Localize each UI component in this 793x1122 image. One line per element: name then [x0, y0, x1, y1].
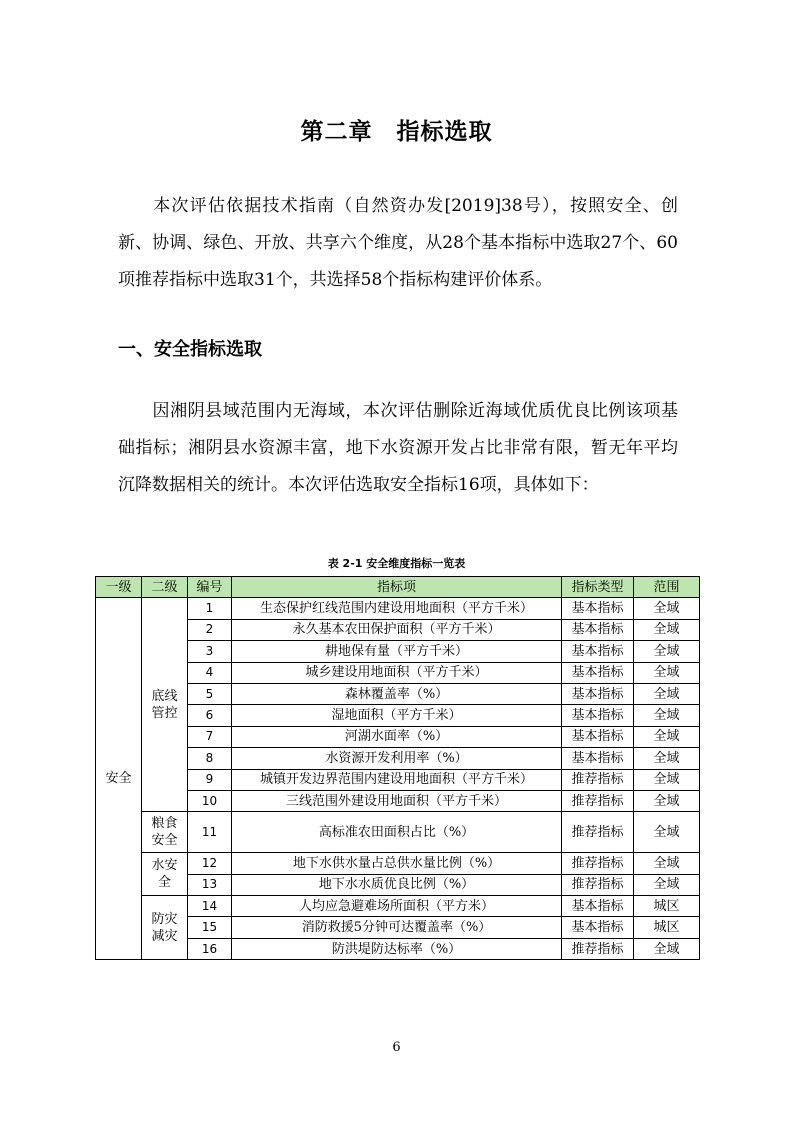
row-item: 人均应急避难场所面积（平方米）	[232, 896, 562, 917]
intro-text: 本次评估依据技术指南（自然资办发[2019]38号），按照安全、创新、协调、绿色、开放、共享六个维度，从28个基本指标中选取27个、60项推荐指标中选取31个，共选择58个指标构建评价体系。	[118, 196, 678, 290]
row-number: 7	[188, 726, 232, 747]
row-range: 全域	[634, 748, 700, 769]
row-item: 城镇开发边界范围内建设用地面积（平方千米）	[232, 769, 562, 790]
row-item: 三线范围外建设用地面积（平方千米）	[232, 790, 562, 811]
row-range: 城区	[634, 917, 700, 938]
row-range: 全域	[634, 938, 700, 959]
row-type: 基本指标	[562, 726, 634, 747]
row-item: 湿地面积（平方千米）	[232, 705, 562, 726]
row-item: 消防救援5分钟可达覆盖率（%）	[232, 917, 562, 938]
header-level1: 一级	[96, 577, 142, 598]
row-type: 推荐指标	[562, 938, 634, 959]
row-number: 4	[188, 662, 232, 683]
row-type: 基本指标	[562, 705, 634, 726]
row-range: 全域	[634, 769, 700, 790]
row-item: 地下水水质优良比例（%）	[232, 874, 562, 895]
row-range: 全域	[634, 812, 700, 853]
table-header-row	[96, 577, 700, 598]
table-row	[96, 598, 700, 619]
row-type: 基本指标	[562, 641, 634, 662]
row-number: 6	[188, 705, 232, 726]
row-range: 全域	[634, 726, 700, 747]
row-number: 14	[188, 896, 232, 917]
table-row	[96, 896, 700, 917]
indicator-table	[95, 576, 700, 960]
row-item: 城乡建设用地面积（平方千米）	[232, 662, 562, 683]
header-type: 指标类型	[562, 577, 634, 598]
group-cell: 底线管控	[142, 598, 188, 812]
row-number: 12	[188, 853, 232, 874]
table-caption: 表 2-1 安全维度指标一览表	[327, 557, 466, 570]
row-item: 永久基本农田保护面积（平方千米）	[232, 619, 562, 640]
row-range: 全域	[634, 619, 700, 640]
row-number: 2	[188, 619, 232, 640]
row-range: 全域	[634, 598, 700, 619]
row-item: 耕地保有量（平方千米）	[232, 641, 562, 662]
row-number: 3	[188, 641, 232, 662]
group-cell: 粮食安全	[142, 812, 188, 853]
row-number: 13	[188, 874, 232, 895]
group-cell: 水安全	[142, 853, 188, 896]
section-title: 一、安全指标选取	[118, 339, 262, 360]
row-range: 全域	[634, 853, 700, 874]
row-range: 全域	[634, 874, 700, 895]
row-type: 推荐指标	[562, 853, 634, 874]
row-number: 8	[188, 748, 232, 769]
row-item: 防洪堤防达标率（%）	[232, 938, 562, 959]
row-item: 河湖水面率（%）	[232, 726, 562, 747]
row-type: 推荐指标	[562, 769, 634, 790]
chapter-title: 第二章 指标选取	[300, 119, 493, 146]
row-range: 城区	[634, 896, 700, 917]
row-type: 推荐指标	[562, 812, 634, 853]
section-paragraph-text: 因湘阴县域范围内无海域，本次评估删除近海域优质优良比例该项基础指标；湘阴县水资源丰富，地下水资源开发占比非常有限，暂无年平均沉降数据相关的统计。本次评估选取安全指标16项，具体如下：	[118, 401, 678, 495]
row-range: 全域	[634, 683, 700, 704]
header-item: 指标项	[232, 577, 562, 598]
row-number: 16	[188, 938, 232, 959]
level1-cell: 安全	[96, 598, 142, 960]
row-type: 推荐指标	[562, 790, 634, 811]
row-type: 基本指标	[562, 917, 634, 938]
intro-paragraph	[118, 188, 678, 299]
row-item: 生态保护红线范围内建设用地面积（平方千米）	[232, 598, 562, 619]
row-type: 推荐指标	[562, 874, 634, 895]
row-range: 全域	[634, 641, 700, 662]
row-number: 1	[188, 598, 232, 619]
row-type: 基本指标	[562, 619, 634, 640]
row-range: 全域	[634, 662, 700, 683]
row-number: 11	[188, 812, 232, 853]
page-number: 6	[392, 1040, 401, 1055]
row-number: 15	[188, 917, 232, 938]
row-type: 基本指标	[562, 662, 634, 683]
header-number: 编号	[188, 577, 232, 598]
row-type: 基本指标	[562, 896, 634, 917]
row-type: 基本指标	[562, 683, 634, 704]
row-range: 全域	[634, 790, 700, 811]
row-item: 水资源开发利用率（%）	[232, 748, 562, 769]
row-range: 全域	[634, 705, 700, 726]
row-item: 地下水供水量占总供水量比例（%）	[232, 853, 562, 874]
row-number: 10	[188, 790, 232, 811]
table-row	[96, 812, 700, 853]
row-type: 基本指标	[562, 748, 634, 769]
row-number: 5	[188, 683, 232, 704]
row-item: 高标准农田面积占比（%）	[232, 812, 562, 853]
group-cell: 防灾减灾	[142, 896, 188, 960]
row-type: 基本指标	[562, 598, 634, 619]
table-row	[96, 853, 700, 874]
header-range: 范围	[634, 577, 700, 598]
section-paragraph	[118, 393, 678, 504]
row-number: 9	[188, 769, 232, 790]
row-item: 森林覆盖率（%）	[232, 683, 562, 704]
header-level2: 二级	[142, 577, 188, 598]
